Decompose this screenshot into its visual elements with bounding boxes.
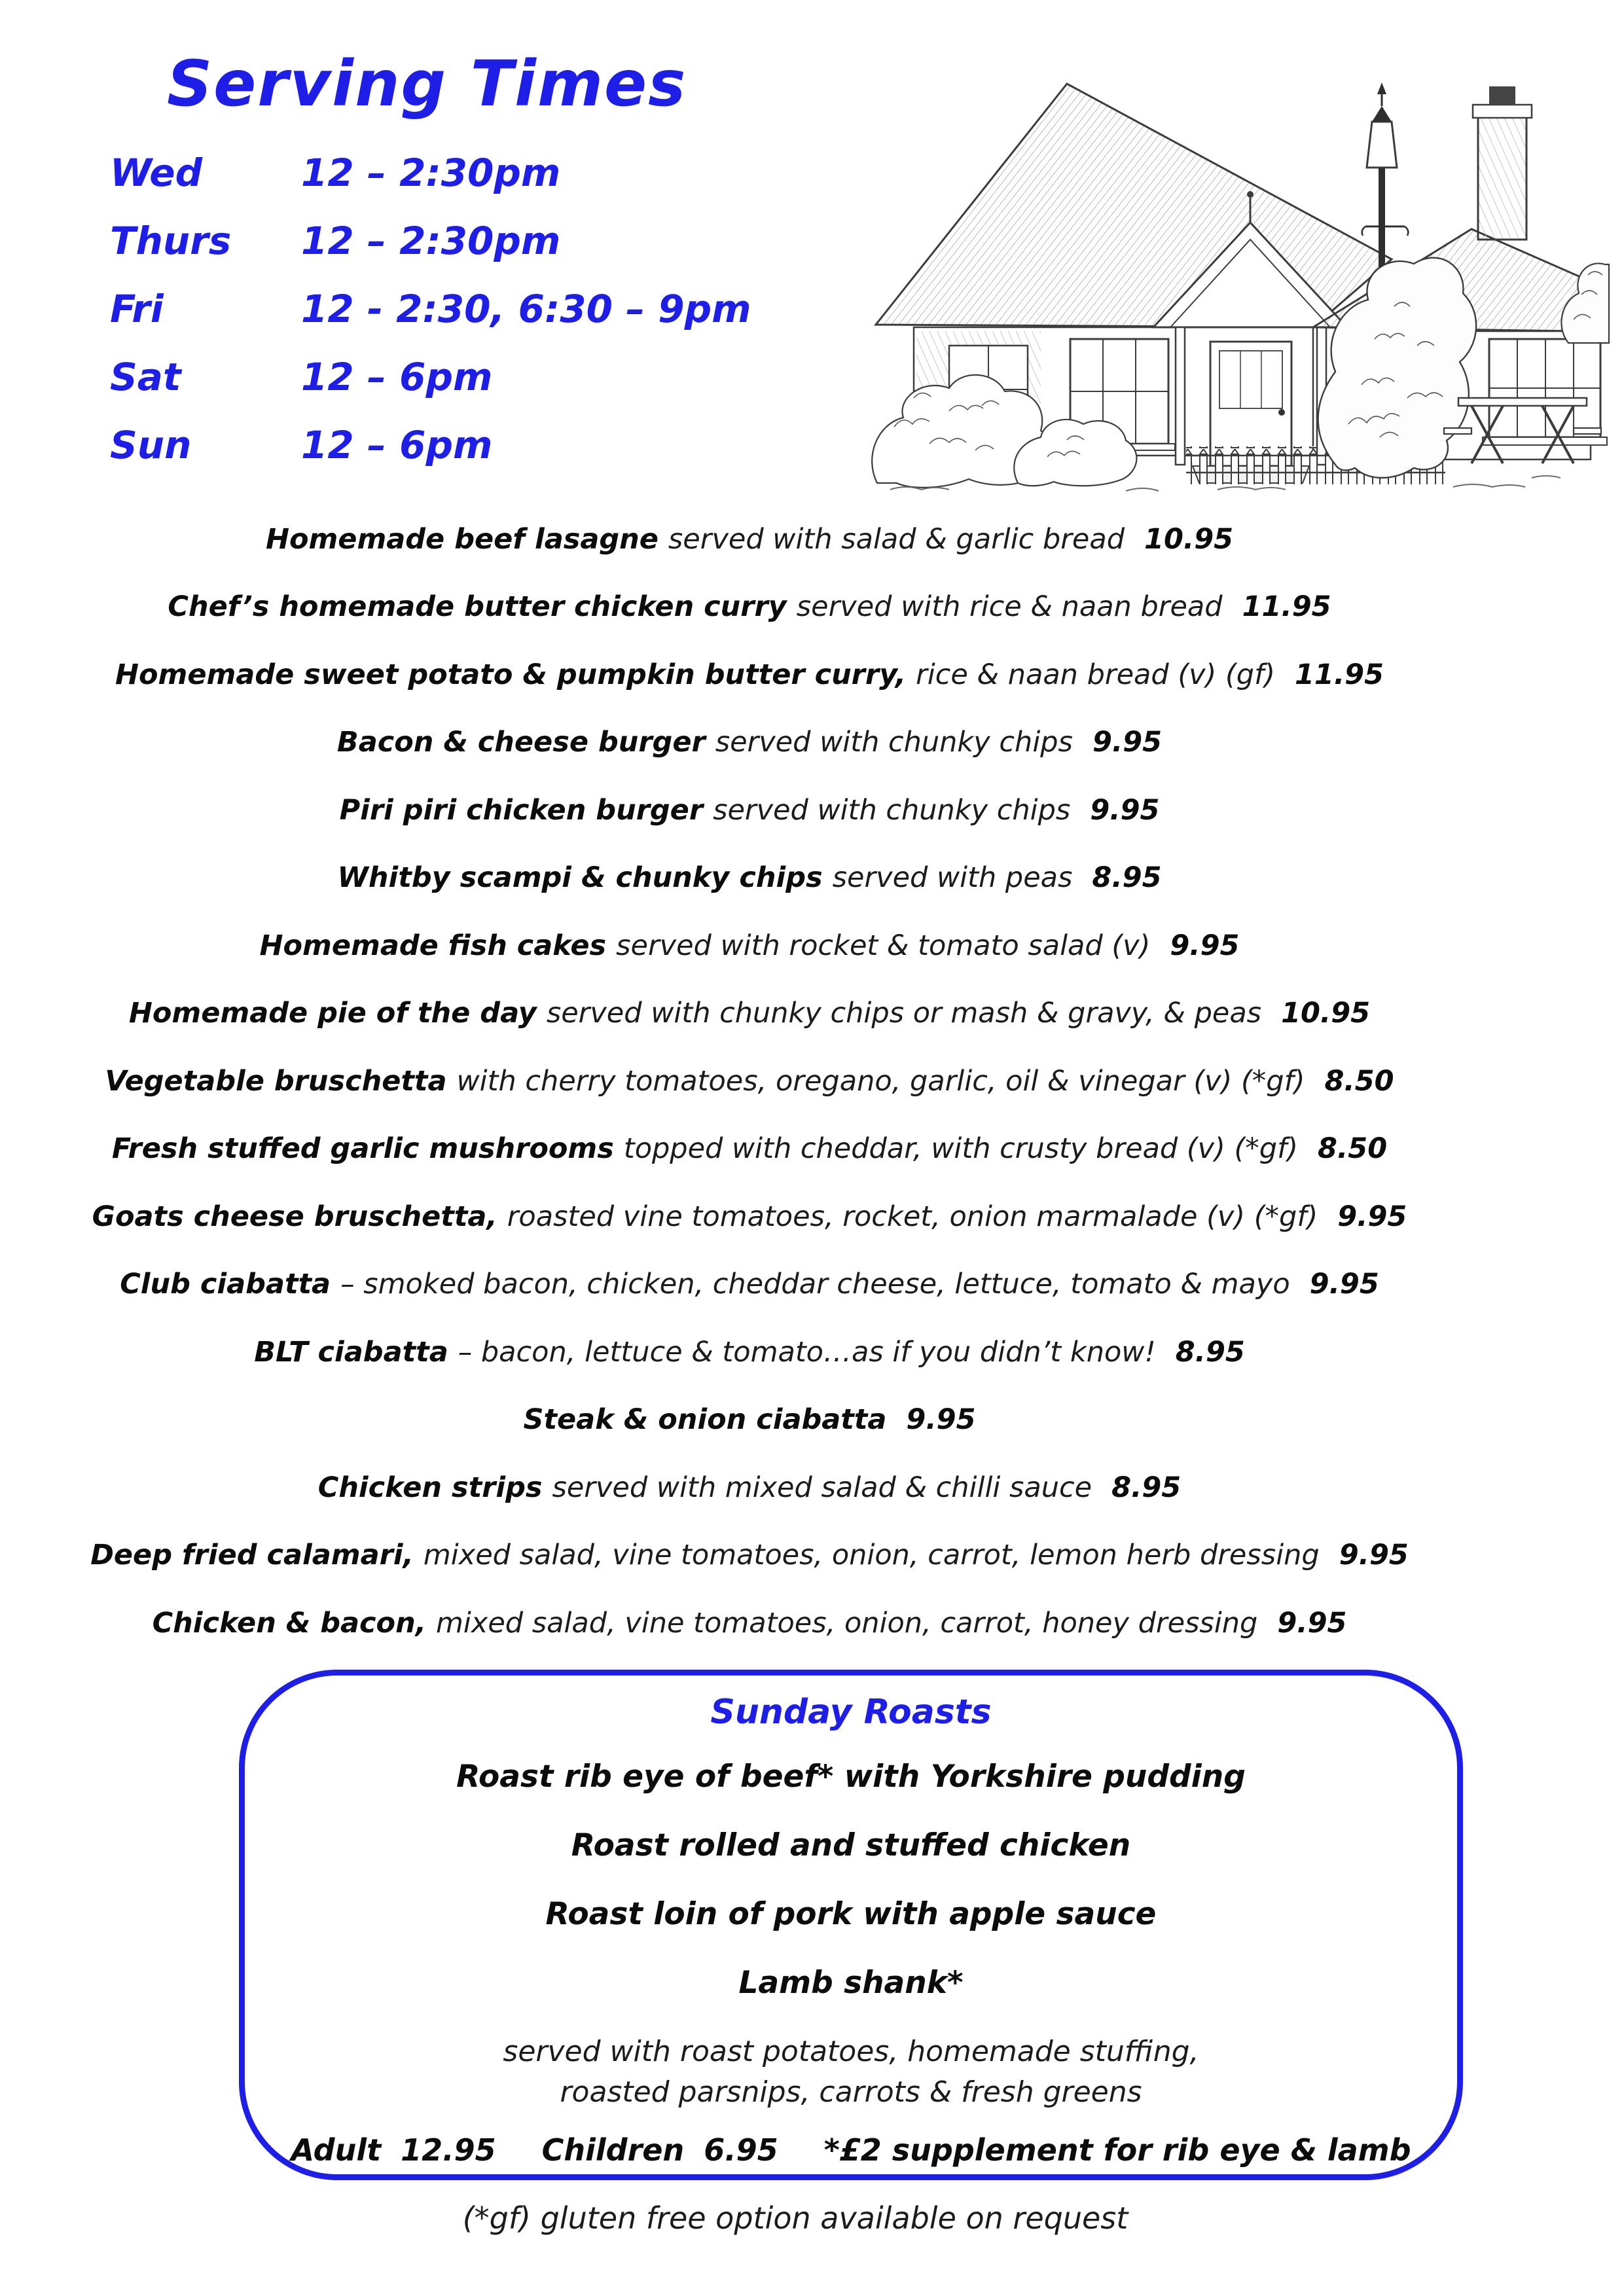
roast-main-item: Lamb shank* bbox=[738, 1965, 964, 2001]
menu-item-price: 9.95 bbox=[1170, 929, 1240, 962]
menu-item-name: Deep fried calamari, bbox=[90, 1539, 414, 1572]
menu-item-description: served with rice & naan bread bbox=[796, 590, 1223, 624]
serving-time: 12 - 2:30, 6:30 – 9pm bbox=[301, 287, 751, 331]
serving-day: Sun bbox=[110, 423, 192, 467]
menu-list bbox=[0, 505, 1499, 1657]
menu-item-description: mixed salad, vine tomatoes, onion, carrot, honey dressing bbox=[436, 1606, 1258, 1640]
menu-item-name: Club ciabatta bbox=[120, 1268, 331, 1301]
menu-item-name: Piri piri chicken burger bbox=[339, 793, 704, 827]
menu-item-name: Steak & onion ciabatta bbox=[523, 1403, 887, 1437]
serving-time-row bbox=[110, 275, 751, 343]
serving-time: 12 – 6pm bbox=[301, 423, 493, 467]
menu-item-name: Chicken & bacon, bbox=[152, 1606, 427, 1640]
menu-item-description: roasted vine tomatoes, rocket, onion marmalade (v) (*gf) bbox=[507, 1200, 1318, 1233]
menu-item-name: Fresh stuffed garlic mushrooms bbox=[111, 1132, 614, 1166]
menu-item-price: 9.95 bbox=[1337, 1200, 1407, 1233]
menu-item bbox=[0, 573, 1499, 641]
menu-item-description: – smoked bacon, chicken, cheddar cheese, lettuce, tomato & mayo bbox=[340, 1268, 1290, 1301]
menu-item-price: 8.50 bbox=[1318, 1132, 1388, 1166]
menu-item-description: served with peas bbox=[832, 861, 1073, 895]
serving-time-row bbox=[110, 343, 751, 411]
menu-item bbox=[0, 709, 1499, 777]
roast-sides-line: served with roast potatoes, homemade stuffing, bbox=[503, 2035, 1199, 2068]
serving-day: Fri bbox=[110, 287, 164, 331]
menu-item-name: Goats cheese bruschetta, bbox=[92, 1200, 497, 1233]
menu-item bbox=[0, 1047, 1499, 1115]
roast-mains bbox=[456, 1742, 1246, 2017]
serving-day: Sat bbox=[110, 355, 181, 399]
menu-item-price: 11.95 bbox=[1294, 658, 1384, 691]
cottage-pub-sketch bbox=[851, 31, 1610, 496]
menu-item bbox=[0, 505, 1499, 573]
menu-item-description: served with chunky chips bbox=[713, 793, 1071, 827]
supplement-note: *£2 supplement for rib eye & lamb bbox=[823, 2132, 1411, 2168]
serving-time: 12 – 6pm bbox=[301, 355, 493, 399]
menu-item-description: rice & naan bread (v) (gf) bbox=[916, 658, 1275, 691]
menu-item-price: 9.95 bbox=[1277, 1606, 1347, 1640]
menu-item-name: Vegetable bruschetta bbox=[105, 1064, 447, 1098]
menu-item-description: mixed salad, vine tomatoes, onion, carrot, lemon herb dressing bbox=[423, 1539, 1320, 1572]
menu-item-name: BLT ciabatta bbox=[254, 1335, 448, 1369]
sunday-roasts-title: Sunday Roasts bbox=[710, 1693, 992, 1732]
menu-item-name: Chicken strips bbox=[317, 1471, 543, 1504]
menu-item-price: 8.95 bbox=[1111, 1471, 1182, 1504]
menu-item bbox=[0, 912, 1499, 980]
children-label: Children bbox=[541, 2132, 685, 2168]
menu-item-description: served with salad & garlic bread bbox=[668, 522, 1125, 556]
serving-day: Thurs bbox=[110, 219, 232, 263]
menu-item-price: 9.95 bbox=[1092, 726, 1163, 759]
menu-item-description: served with rocket & tomato salad (v) bbox=[616, 929, 1151, 962]
gluten-free-footnote: (*gf) gluten free option available on request bbox=[462, 2200, 1128, 2236]
menu-item-price: 8.95 bbox=[1175, 1335, 1245, 1369]
menu-item bbox=[0, 1318, 1499, 1386]
menu-item bbox=[0, 1589, 1499, 1657]
menu-item bbox=[0, 1183, 1499, 1251]
roast-pricing bbox=[291, 2131, 1411, 2169]
adult-label: Adult bbox=[291, 2132, 382, 2168]
menu-item bbox=[0, 844, 1499, 912]
roast-sides-line: roasted parsnips, carrots & fresh greens bbox=[560, 2075, 1142, 2109]
serving-time-row bbox=[110, 207, 751, 275]
serving-time: 12 – 2:30pm bbox=[301, 219, 561, 263]
menu-item-description: with cherry tomatoes, oregano, garlic, oil & vinegar (v) (*gf) bbox=[456, 1064, 1305, 1098]
menu-item-description: served with chunky chips bbox=[715, 726, 1073, 759]
serving-time-row bbox=[110, 411, 751, 479]
menu-item-price: 9.95 bbox=[1090, 793, 1160, 827]
menu-item bbox=[0, 1522, 1499, 1590]
menu-item bbox=[0, 1454, 1499, 1522]
roast-main-item: Roast loin of pork with apple sauce bbox=[545, 1896, 1157, 1932]
menu-item bbox=[0, 641, 1499, 709]
menu-item-price: 11.95 bbox=[1242, 590, 1331, 624]
menu-item-price: 9.95 bbox=[1309, 1268, 1379, 1301]
menu-item bbox=[0, 980, 1499, 1048]
sunday-roasts-box bbox=[239, 1670, 1463, 2180]
adult-price: 12.95 bbox=[401, 2132, 496, 2168]
menu-item-price: 8.50 bbox=[1324, 1064, 1394, 1098]
menu-item-description: topped with cheddar, with crusty bread (v) (*gf) bbox=[623, 1132, 1299, 1166]
menu-item-price: 10.95 bbox=[1144, 522, 1234, 556]
serving-times-title: Serving Times bbox=[167, 47, 687, 120]
menu-item-name: Chef’s homemade butter chicken curry bbox=[168, 590, 787, 624]
roast-main-item: Roast rib eye of beef* with Yorkshire pudding bbox=[456, 1759, 1246, 1795]
menu-item-name: Homemade sweet potato & pumpkin butter curry, bbox=[115, 658, 907, 691]
serving-time: 12 – 2:30pm bbox=[301, 151, 561, 195]
menu-item-description: served with mixed salad & chilli sauce bbox=[552, 1471, 1092, 1504]
menu-item-name: Homemade fish cakes bbox=[259, 929, 607, 962]
serving-day: Wed bbox=[110, 151, 203, 195]
menu-item-price: 8.95 bbox=[1092, 861, 1162, 895]
menu-item-name: Homemade beef lasagne bbox=[265, 522, 659, 556]
menu-item-name: Whitby scampi & chunky chips bbox=[337, 861, 823, 895]
menu-item-description: served with chunky chips or mash & gravy, & peas bbox=[546, 997, 1262, 1030]
serving-times-rows bbox=[110, 139, 751, 479]
menu-item-price: 9.95 bbox=[1339, 1539, 1409, 1572]
menu-item-name: Homemade pie of the day bbox=[128, 997, 537, 1030]
menu-item bbox=[0, 1251, 1499, 1319]
menu-item bbox=[0, 1115, 1499, 1183]
menu-item-price: 9.95 bbox=[906, 1403, 976, 1437]
menu-item bbox=[0, 776, 1499, 844]
roast-main-item: Roast rolled and stuffed chicken bbox=[571, 1827, 1131, 1863]
children-price: 6.95 bbox=[704, 2132, 778, 2168]
menu-item-price: 10.95 bbox=[1281, 997, 1371, 1030]
menu-item bbox=[0, 1386, 1499, 1454]
menu-item-name: Bacon & cheese burger bbox=[336, 726, 706, 759]
menu-item-description: – bacon, lettuce & tomato…as if you didn’t know! bbox=[458, 1335, 1156, 1369]
serving-time-row bbox=[110, 139, 751, 207]
roast-sides bbox=[503, 2032, 1199, 2113]
